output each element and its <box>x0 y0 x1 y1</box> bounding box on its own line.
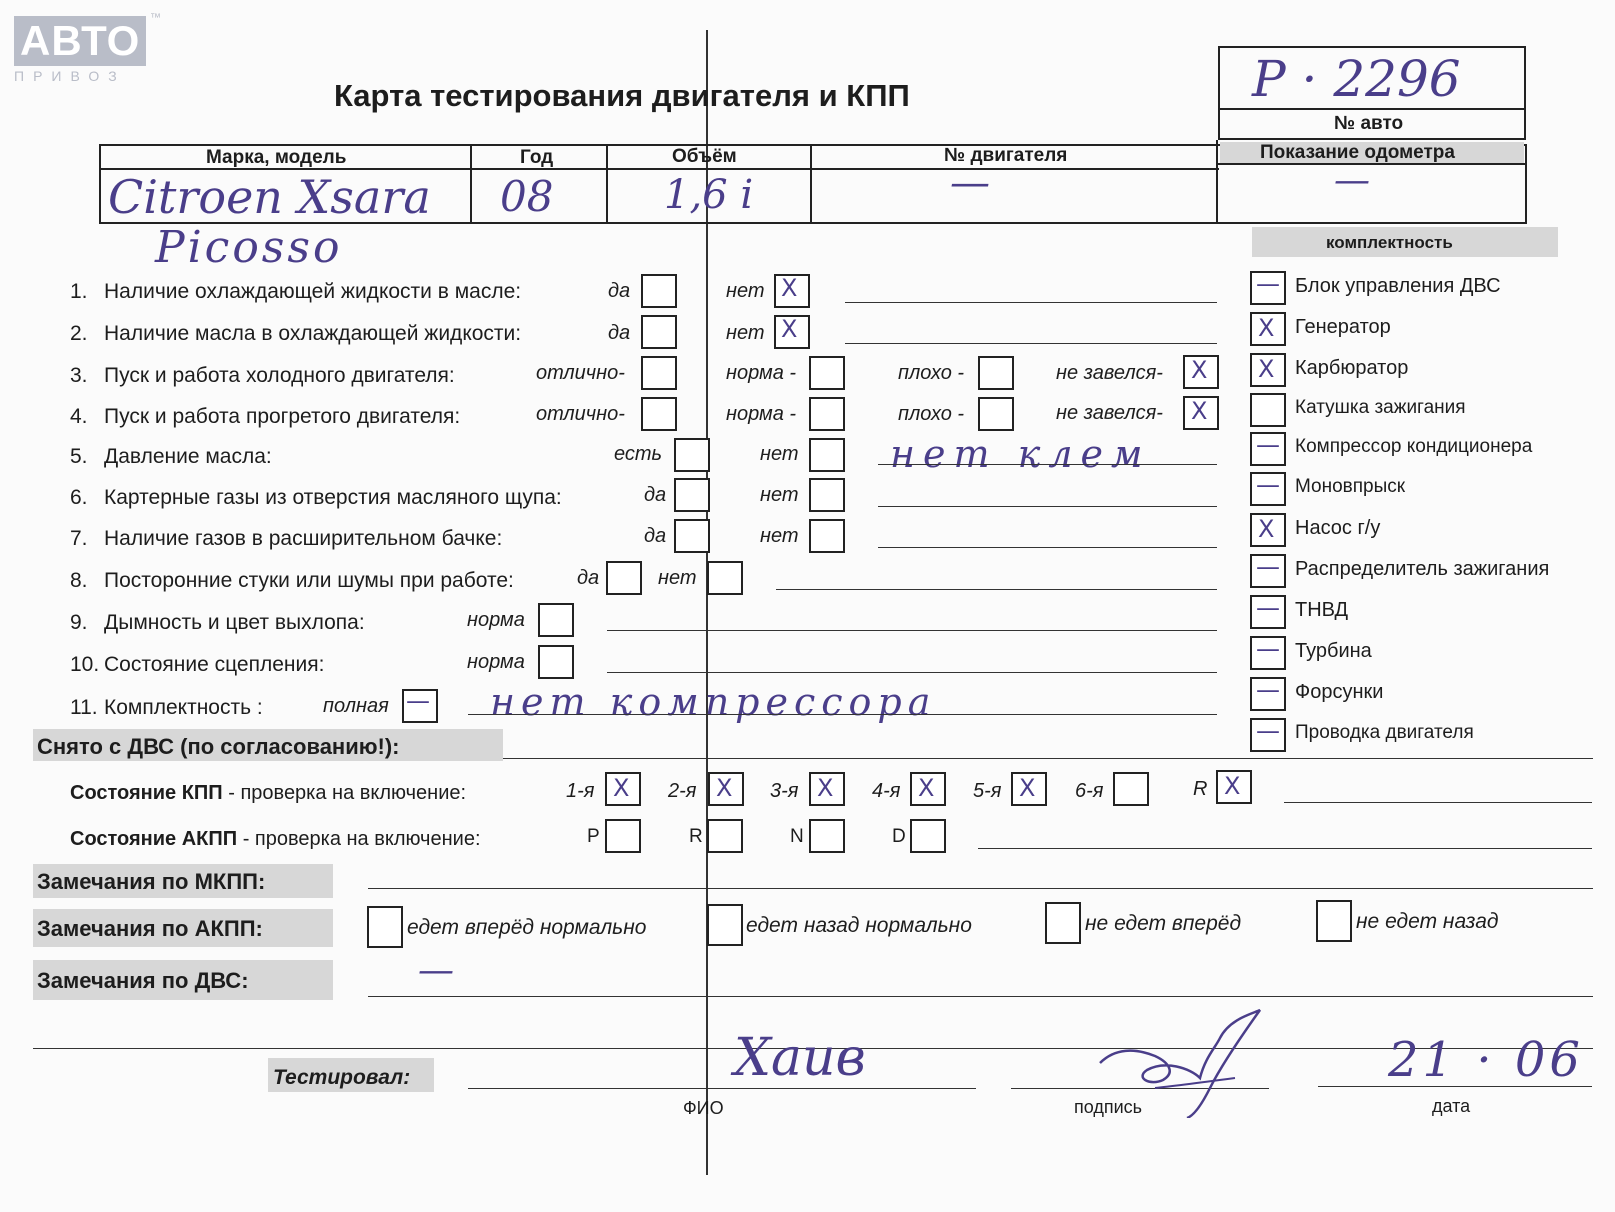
kpp-gear-4-label: 4-я <box>872 780 901 802</box>
item-2-label: Наличие масла в охлаждающей жидкости: <box>104 322 522 345</box>
vehicle-volume: 1,6 i <box>664 172 754 218</box>
kpp-gear-5-label: 5-я <box>973 780 1002 802</box>
item-7-opt-no: нет <box>760 525 799 547</box>
vehicle-engine-no: — <box>950 160 990 206</box>
item-5-num: 5. <box>70 445 88 468</box>
item-6-opt-yes: да <box>644 484 667 506</box>
kit-item-generator: Генератор <box>1295 316 1391 338</box>
item-9-num: 9. <box>70 611 88 634</box>
item-4-label: Пуск и работа прогретого двигателя: <box>104 405 461 428</box>
logo-main: АВТО <box>14 16 146 66</box>
item-3-opt-bad: плохо - <box>898 362 965 384</box>
vehicle-model-2: Picosso <box>155 222 343 273</box>
col-odometer: Показание одометра <box>1260 142 1455 163</box>
item-6-label: Картерные газы из отверстия масляного щупа: <box>104 486 562 509</box>
signature-label: подпись <box>1074 1097 1143 1117</box>
item-4-nostart-checkbox[interactable]: X <box>1183 396 1219 430</box>
akpp-backward-ok-checkbox[interactable] <box>707 904 743 946</box>
item-3-nostart-checkbox[interactable]: X <box>1183 355 1219 389</box>
item-3-bad-checkbox[interactable] <box>978 356 1014 390</box>
item-4-opt-nostart: не завелся- <box>1056 402 1163 424</box>
item-8-yes-checkbox[interactable] <box>606 561 642 595</box>
item-7-label: Наличие газов в расширительном бачке: <box>104 527 503 550</box>
kpp-gear-1-checkbox[interactable]: X <box>605 772 641 806</box>
item-4-opt-normal: норма - <box>726 403 797 425</box>
kpp-gear-r-checkbox[interactable]: X <box>1216 770 1252 804</box>
item-5-no-checkbox[interactable] <box>809 438 845 472</box>
auto-no-value: Р · 2296 <box>1252 50 1461 108</box>
item-11-opt-full: полная <box>323 695 389 717</box>
akpp-n-checkbox[interactable] <box>809 819 845 853</box>
kit-check-ps-pump[interactable]: X <box>1250 513 1286 547</box>
akpp-label: Состояние АКПП - проверка на включение: <box>70 828 481 850</box>
kit-item-ps-pump: Насос г/у <box>1295 517 1381 539</box>
kpp-gear-r-label: R <box>1193 778 1208 800</box>
kit-check-tnvd[interactable]: — <box>1250 595 1286 629</box>
akpp-n-label: N <box>790 826 804 847</box>
item-8-opt-yes: да <box>577 567 600 589</box>
akpp-r-label: R <box>689 826 703 847</box>
akpp-no-backward-checkbox[interactable] <box>1316 900 1352 942</box>
akpp-forward-ok-label: едет вперёд нормально <box>407 916 647 939</box>
item-9-normal-checkbox[interactable] <box>538 603 574 637</box>
akpp-backward-ok-label: едет назад нормально <box>746 914 972 937</box>
remarks-dvs-value: — <box>418 950 454 991</box>
item-4-opt-excellent: отлично- <box>536 403 625 425</box>
akpp-r-checkbox[interactable] <box>707 819 743 853</box>
akpp-p-label: P <box>587 826 600 847</box>
kit-check-distributor[interactable]: — <box>1250 554 1286 588</box>
item-1-label: Наличие охлаждающей жидкости в масле: <box>104 280 522 303</box>
item-5-label: Давление масла: <box>104 445 272 468</box>
item-11-note: нет компрессора <box>490 680 937 724</box>
vehicle-model: Citroen Xsara <box>108 170 431 224</box>
item-7-no-checkbox[interactable] <box>809 519 845 553</box>
kit-item-ac-compressor: Компрессор кондиционера <box>1295 436 1533 457</box>
item-6-num: 6. <box>70 486 88 509</box>
item-4-excellent-checkbox[interactable] <box>641 397 677 431</box>
item-10-normal-checkbox[interactable] <box>538 645 574 679</box>
item-3-opt-nostart: не завелся- <box>1056 362 1163 384</box>
item-3-opt-normal: норма - <box>726 362 797 384</box>
kpp-gear-5-checkbox[interactable]: X <box>1011 772 1047 806</box>
kit-check-injectors[interactable]: — <box>1250 677 1286 711</box>
kit-item-ecu: Блок управления ДВС <box>1295 275 1501 297</box>
item-9-opt-normal: норма <box>467 609 525 631</box>
kit-title: комплектность <box>1326 233 1453 252</box>
item-1-yes-checkbox[interactable] <box>641 274 677 308</box>
item-3-opt-excellent: отлично- <box>536 362 625 384</box>
akpp-no-forward-checkbox[interactable] <box>1045 902 1081 944</box>
kpp-gear-2-checkbox[interactable]: X <box>708 772 744 806</box>
kit-check-wiring[interactable]: — <box>1250 718 1286 752</box>
kpp-gear-1-label: 1-я <box>566 780 595 802</box>
col-year: Год <box>520 147 554 168</box>
tested-label: Тестировал: <box>273 1066 411 1089</box>
kit-item-carburetor: Карбюратор <box>1295 357 1409 379</box>
auto-no-label: № авто <box>1334 113 1404 134</box>
fio-label: ФИО <box>683 1098 724 1118</box>
item-4-opt-bad: плохо - <box>898 403 965 425</box>
col-model: Марка, модель <box>206 147 347 168</box>
kit-check-carburetor[interactable]: X <box>1250 353 1286 387</box>
item-7-opt-yes: да <box>644 525 667 547</box>
item-10-opt-normal: норма <box>467 651 525 673</box>
item-2-yes-checkbox[interactable] <box>641 315 677 349</box>
kit-check-ac-compressor[interactable]: — <box>1250 432 1286 466</box>
item-1-opt-no: нет <box>726 280 765 302</box>
logo-sub: ПРИВОЗ <box>14 68 126 84</box>
item-2-num: 2. <box>70 322 88 345</box>
remarks-akpp-label: Замечания по АКПП: <box>37 916 263 941</box>
kpp-gear-6-label: 6-я <box>1075 780 1104 802</box>
removed-label: Снято с ДВС (по согласованию!): <box>37 734 400 759</box>
kit-item-wiring: Проводка двигателя <box>1295 722 1474 743</box>
item-8-label: Посторонние стуки или шумы при работе: <box>104 569 514 592</box>
item-5-opt-yes: есть <box>614 443 663 465</box>
akpp-d-label: D <box>892 826 906 847</box>
tester-fio-value: Хаив <box>734 1028 866 1088</box>
remarks-mkpp-label: Замечания по МКПП: <box>37 869 266 894</box>
col-engine-no: № двигателя <box>944 145 1068 166</box>
vehicle-odometer: — <box>1334 160 1370 201</box>
kit-check-ignition-coil[interactable] <box>1250 393 1286 427</box>
kit-item-ignition-coil: Катушка зажигания <box>1295 397 1466 418</box>
item-6-no-checkbox[interactable] <box>809 478 845 512</box>
kit-check-generator[interactable]: X <box>1250 312 1286 346</box>
item-10-num: 10. <box>70 653 100 676</box>
item-6-yes-checkbox[interactable] <box>674 478 710 512</box>
kpp-gear-3-label: 3-я <box>770 780 799 802</box>
kpp-gear-4-checkbox[interactable]: X <box>910 772 946 806</box>
item-5-note: нет клем <box>890 432 1151 476</box>
item-11-num: 11. <box>70 696 98 719</box>
kpp-gear-3-checkbox[interactable]: X <box>809 772 845 806</box>
item-3-normal-checkbox[interactable] <box>809 356 845 390</box>
item-7-num: 7. <box>70 527 88 550</box>
kpp-label: Состояние КПП - проверка на включение: <box>70 782 467 804</box>
item-9-label: Дымность и цвет выхлопа: <box>104 611 365 634</box>
logo-tm: ™ <box>150 12 161 24</box>
akpp-forward-ok-checkbox[interactable] <box>367 906 403 948</box>
item-2-opt-no: нет <box>726 322 765 344</box>
kit-check-ecu[interactable]: — <box>1250 271 1286 305</box>
page-title: Карта тестирования двигателя и КПП <box>334 78 910 113</box>
item-3-num: 3. <box>70 364 88 387</box>
kit-item-distributor: Распределитель зажигания <box>1295 558 1550 580</box>
remarks-dvs-label: Замечания по ДВС: <box>37 968 249 993</box>
item-10-label: Состояние сцепления: <box>104 653 325 676</box>
item-11-full-checkbox[interactable]: — <box>402 689 438 723</box>
item-2-opt-yes: да <box>608 322 631 344</box>
item-6-opt-no: нет <box>760 484 799 506</box>
kit-check-mono-injection[interactable]: — <box>1250 472 1286 506</box>
vehicle-year: 08 <box>500 172 554 221</box>
item-8-num: 8. <box>70 569 88 592</box>
item-4-normal-checkbox[interactable] <box>809 397 845 431</box>
item-8-no-checkbox[interactable] <box>707 561 743 595</box>
item-5-opt-no: нет <box>760 443 799 465</box>
kit-item-injectors: Форсунки <box>1295 681 1384 703</box>
kit-item-mono-injection: Моновпрыск <box>1295 476 1406 497</box>
kit-item-turbo: Турбина <box>1295 640 1372 662</box>
item-3-excellent-checkbox[interactable] <box>641 356 677 390</box>
akpp-no-backward-label: не едет назад <box>1356 910 1499 933</box>
date-value: 21 · 06 <box>1388 1032 1584 1088</box>
kpp-gear-2-label: 2-я <box>668 780 697 802</box>
item-4-num: 4. <box>70 405 88 428</box>
kit-item-tnvd: ТНВД <box>1295 599 1349 621</box>
kpp-gear-6-checkbox[interactable] <box>1113 772 1149 806</box>
kit-check-turbo[interactable]: — <box>1250 636 1286 670</box>
logo <box>14 12 161 84</box>
item-4-bad-checkbox[interactable] <box>978 397 1014 431</box>
item-3-label: Пуск и работа холодного двигателя: <box>104 364 455 387</box>
item-7-yes-checkbox[interactable] <box>674 519 710 553</box>
item-2-no-checkbox[interactable]: X <box>774 315 810 349</box>
item-1-num: 1. <box>70 280 88 303</box>
akpp-no-forward-label: не едет вперёд <box>1085 912 1242 935</box>
akpp-p-checkbox[interactable] <box>605 819 641 853</box>
item-8-opt-no: нет <box>658 567 697 589</box>
item-1-no-checkbox[interactable]: X <box>774 274 810 308</box>
item-11-label: Комплектность : <box>104 696 263 719</box>
date-label: дата <box>1432 1096 1471 1116</box>
item-5-yes-checkbox[interactable] <box>674 438 710 472</box>
col-volume: Объём <box>672 146 737 167</box>
item-1-opt-yes: да <box>608 280 631 302</box>
akpp-d-checkbox[interactable] <box>910 819 946 853</box>
